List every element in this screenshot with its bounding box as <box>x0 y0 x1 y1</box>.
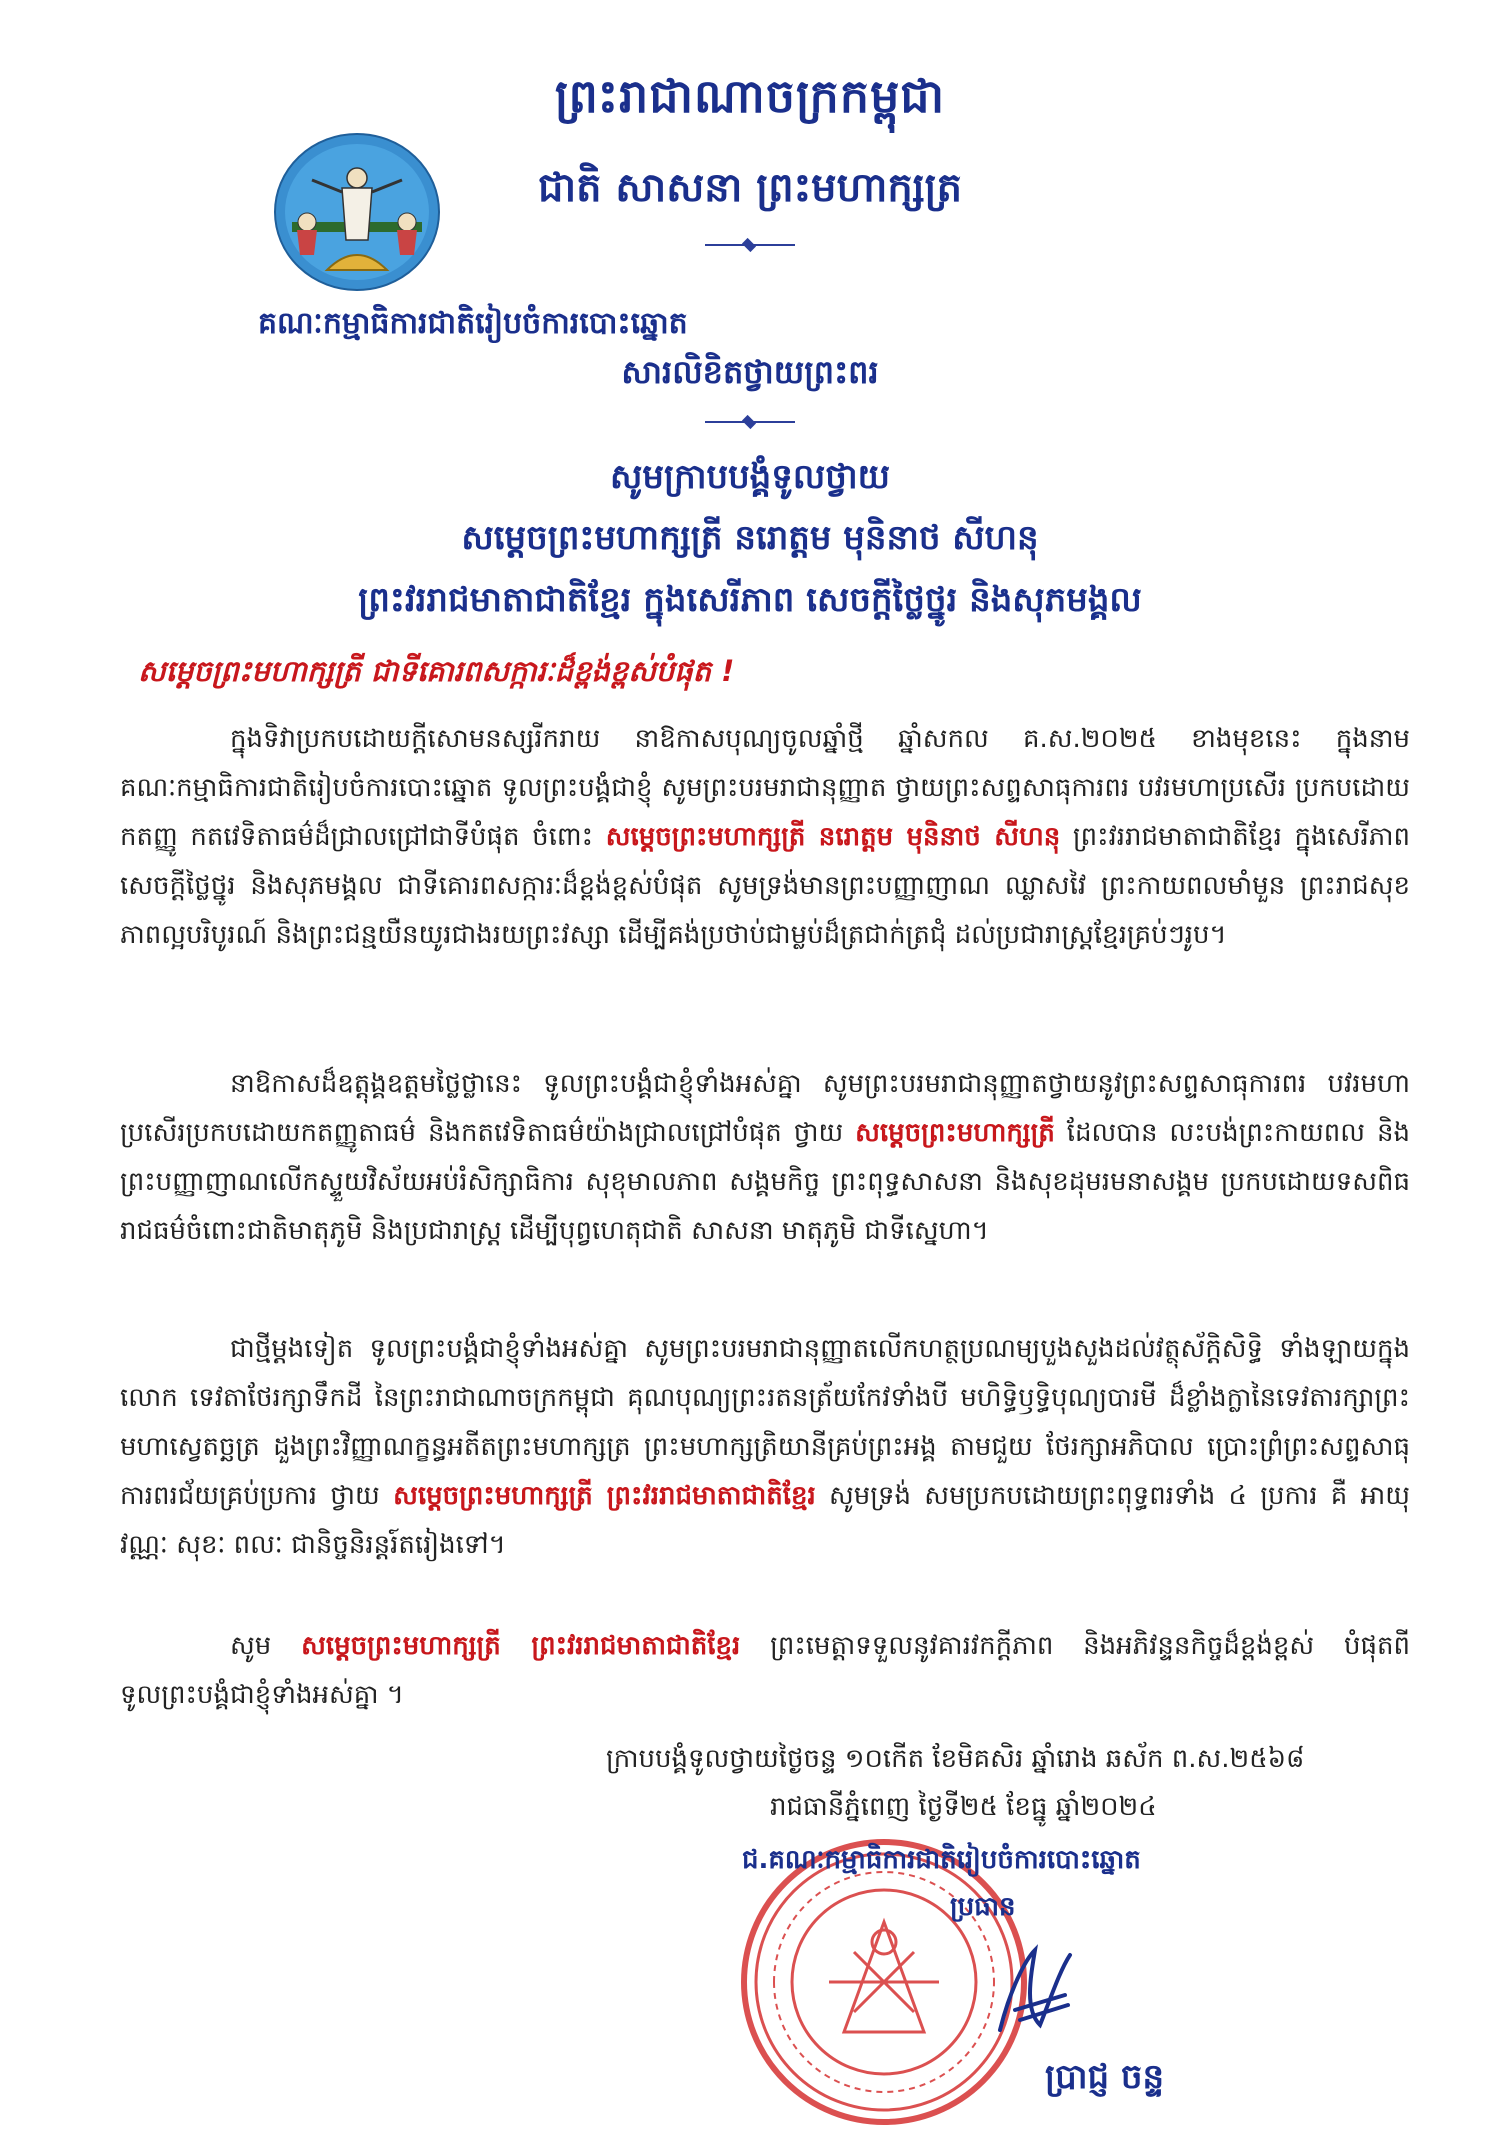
highlighted-name: សម្តេចព្រះមហាក្សត្រី ព្រះវររាជមាតាជាតិខ្មែរ <box>393 1481 816 1511</box>
address-line-3: ព្រះវររាជមាតាជាតិខ្មែរ ក្នុងសេរីភាព សេចក្តីថ្លៃថ្នូរ និងសុភមង្គល <box>358 580 1142 620</box>
paragraph-text: ព្រះវររាជមាតាជាតិខ្មែរ ក្នុងសេរីភាព សេចក្តីថ្លៃថ្នូរ និងសុភមង្គល ជាទីគោរពសក្ការៈដ៏ខ្ពង់ខ្ពស់បំផុត សូមទ្រង់មានព្រះបញ្ញាញាណ ឈ្លាសវៃ ព្រះកាយពលមាំមួន ព្រះរាជសុខភាពល្អបរិបូរណ៍ និងព្រះជន្មយឺនយូរជាងរយព្រះវស្សា ដើម្បីគង់ប្រថាប់ជាម្លប់ដ៏ត្រជាក់ត្រជុំ ដល់ប្រជារាស្ត្រខ្មែរគ្រប់ៗរូប។ <box>120 822 1410 950</box>
body-paragraph-2 <box>120 1060 1410 1256</box>
highlighted-name: សម្តេចព្រះមហាក្សត្រី ព្រះវររាជមាតាជាតិខ្មែរ <box>301 1631 741 1661</box>
paragraph-text: សូម <box>230 1631 302 1661</box>
address-line-1: សូមក្រាបបង្គំទូលថ្វាយ <box>610 457 890 497</box>
paragraph-text: នាឱកាសដ៏ឧត្តុង្គឧត្តមថ្លៃថ្លានេះ ទូលព្រះបង្គំជាខ្ញុំទាំងអស់គ្នា សូមព្រះបរមរាជានុញ្ញាតថ្វាយនូវព្រះសព្ទសាធុការពរ បវរមហាប្រសើរប្រកបដោយកតញ្ញូតាធម៌ និងកតវេទិតាធម៌យ៉ាងជ្រាលជ្រៅបំផុត ថ្វាយ <box>120 1069 1410 1148</box>
national-motto: ជាតិ សាសនា ព្រះមហាក្សត្រ <box>538 165 962 211</box>
place-date: រាជធានីភ្នំពេញ ថ្ងៃទី២៥ ខែធ្នូ ឆ្នាំ២០២៤ <box>770 1792 1157 1822</box>
highlighted-name: សម្តេចព្រះមហាក្សត្រី នរោត្តម មុនិនាថ សីហនុ <box>605 822 1061 852</box>
paragraph-text: ក្នុងទិវាប្រកបដោយក្តីសោមនស្សរីករាយ នាឱកាសបុណ្យចូលឆ្នាំថ្មី ឆ្នាំសកល គ.ស.២០២៥ ខាងមុខនេះ ក្នុងនាម គណៈកម្មាធិការជាតិរៀបចំការបោះឆ្នោត ទូលព្រះបង្គំជាខ្ញុំ សូមព្រះបរមរាជានុញ្ញាត ថ្វាយព្រះសព្ទសាធុការពរ បវរមហាប្រសើរ ប្រកបដោយកតញ្ញូ កតវេទិតាធម៌ដ៏ជ្រាលជ្រៅជាទីបំផុត ចំពោះ <box>120 724 1410 852</box>
signing-organization: ជ.គណៈកម្មាធិការជាតិរៀបចំការបោះឆ្នោត <box>742 1845 1141 1875</box>
committee-logo <box>272 130 442 300</box>
ornament-divider <box>705 244 795 246</box>
body-paragraph-3 <box>120 1325 1410 1570</box>
handwritten-signature <box>990 1940 1080 2040</box>
committee-name: គណៈកម្មាធិការជាតិរៀបចំការបោះឆ្នោត <box>258 306 688 341</box>
body-paragraph-1 <box>120 715 1410 960</box>
body-paragraph-4 <box>120 1622 1410 1720</box>
paragraph-text: ជាថ្មីម្តងទៀត ទូលព្រះបង្គំជាខ្ញុំទាំងអស់គ្នា សូមព្រះបរមរាជានុញ្ញាតលើកហត្ថប្រណម្យបួងសួងដល់វត្ថុស័ក្តិសិទ្ធិ ទាំងឡាយក្នុងលោក ទេវតាថែរក្សាទឹកដី នៃព្រះរាជាណាចក្រកម្ពុជា គុណបុណ្យព្រះរតនត្រ័យកែវទាំងបី មហិទ្ធិឫទ្ធិបុណ្យបារមី ដ៏ខ្លាំងក្លានៃទេវតារក្សាព្រះមហាស្វេតច្ឆត្រ ដួងព្រះវិញ្ញាណក្ខន្ធអតីតព្រះមហាក្សត្រ ព្រះមហាក្សត្រិយានីគ្រប់ព្រះអង្គ តាមជួយ ថែរក្សាអភិបាល ប្រោះព្រំព្រះសព្ទសាធុការពរជ័យគ្រប់ប្រការ ថ្វាយ <box>120 1334 1410 1511</box>
lunar-date: ក្រាបបង្គំទូលថ្វាយថ្ងៃចន្ទ ១០កើត ខែមិគសិរ ឆ្នាំរោង ឆស័ក ព.ស.២៥៦៨ <box>606 1744 1305 1774</box>
ornament-divider <box>705 421 795 423</box>
paragraph-text: ដែលបាន លះបង់ព្រះកាយពល និងព្រះបញ្ញាញាណលើកស្ទួយវិស័យអប់រំសិក្សាធិការ សុខុមាលភាព សង្គមកិច្ច ព្រះពុទ្ធសាសនា និងសុខដុមរមនាសង្គម ប្រកបដោយទសពិធរាជធម៌ចំពោះជាតិមាតុភូមិ និងប្រជារាស្ត្រ ដើម្បីបុព្វហេតុជាតិ សាសនា មាតុភូមិ ជាទីស្នេហា។ <box>120 1118 1410 1246</box>
signer-name: ប្រាជ្ញ ចន្ទ <box>1045 2057 1165 2097</box>
highlighted-name: សម្តេចព្រះមហាក្សត្រី <box>855 1118 1055 1148</box>
address-line-2: សម្តេចព្រះមហាក្សត្រី នរោត្តម មុនិនាថ សីហនុ <box>461 518 1039 558</box>
document-type: សារលិខិតថ្វាយព្រះពរ <box>621 353 879 391</box>
salutation: សម្តេចព្រះមហាក្សត្រី ជាទីគោរពសក្ការៈដ៏ខ្ពង់ខ្ពស់បំផុត ! <box>138 654 735 688</box>
kingdom-title: ព្រះរាជាណាចក្រកម្ពុជា <box>554 69 946 123</box>
signer-title: ប្រធាន <box>950 1892 1016 1922</box>
paragraph-text: សូមទ្រង់ សមប្រកបដោយព្រះពុទ្ធពរទាំង ៤ ប្រការ គឺ អាយុ វណ្ណៈ សុខៈ ពលៈ ជានិច្ចនិរន្តរ៍តរៀងទៅ។ <box>120 1481 1410 1560</box>
paragraph-text: ព្រះមេត្តាទទួលនូវគារវកក្តីភាព និងអភិវន្ទនកិច្ចដ៏ខ្ពង់ខ្ពស់ បំផុតពីទូលព្រះបង្គំជាខ្ញុំទាំងអស់គ្នា ។ <box>120 1631 1410 1710</box>
